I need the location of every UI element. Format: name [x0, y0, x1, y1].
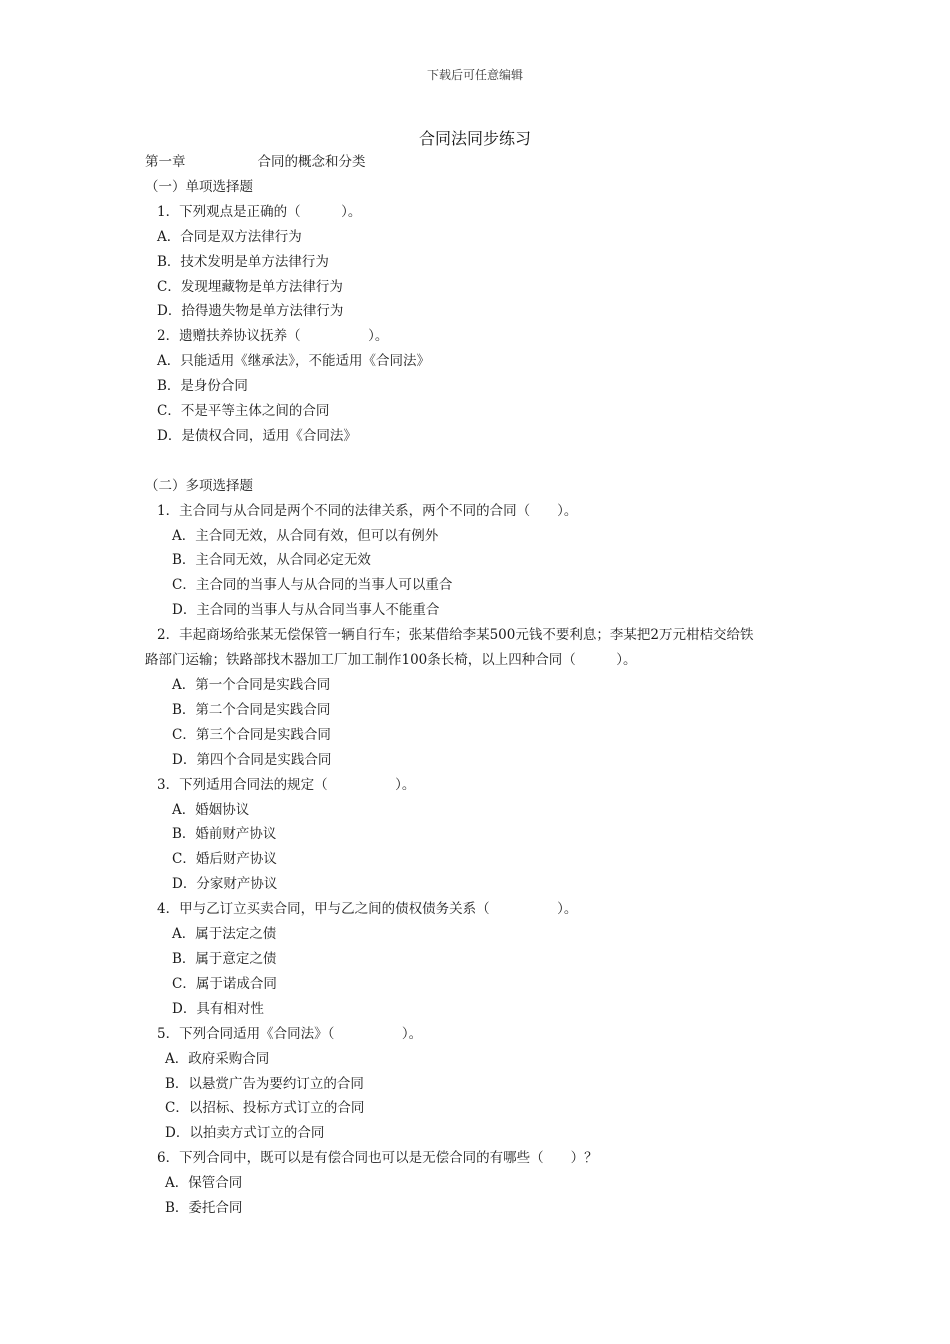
question-option: D．是债权合同，适用《合同法》	[157, 427, 357, 444]
question-option: D．具有相对性	[172, 1000, 264, 1017]
question-option: C．第三个合同是实践合同	[172, 726, 331, 743]
question-stem: 1．主合同与从合同是两个不同的法律关系，两个不同的合同（ ）。	[157, 502, 578, 519]
question-option: B．婚前财产协议	[172, 826, 277, 843]
document-body	[145, 150, 815, 1221]
question-stem: 2．遗赠扶养协议抚养（ ）。	[157, 328, 389, 345]
question-stem: 1．下列观点是正确的（ ）。	[157, 203, 362, 220]
question-option: D．主合同的当事人与从合同当事人不能重合	[172, 602, 440, 619]
question-option: D．分家财产协议	[172, 876, 278, 893]
question-option: C．主合同的当事人与从合同的当事人可以重合	[172, 577, 453, 594]
section-heading-single-choice: （一）单项选择题	[145, 178, 253, 195]
question-option: B．属于意定之债	[172, 950, 277, 967]
question-option: B．是身份合同	[157, 378, 248, 395]
question-option: C．不是平等主体之间的合同	[157, 403, 330, 420]
question-option: D．拾得遗失物是单方法律行为	[157, 303, 344, 320]
chapter-number: 第一章	[145, 154, 186, 170]
question-option: B．以悬赏广告为要约订立的合同	[165, 1075, 364, 1092]
question-option: D．第四个合同是实践合同	[172, 751, 332, 768]
question-option: A．主合同无效，从合同有效，但可以有例外	[172, 527, 439, 544]
question-stem: 5．下列合同适用《合同法》（ ）。	[157, 1025, 423, 1042]
question-stem: 2．丰起商场给张某无偿保管一辆自行车；张某借给李某500元钱不要利息；李某把2万元柑桔交给铁	[157, 627, 754, 644]
chapter-title: 合同的概念和分类	[257, 154, 366, 170]
question-option: C．属于诺成合同	[172, 975, 277, 992]
question-option: B．委托合同	[165, 1200, 243, 1217]
question-option: A．合同是双方法律行为	[157, 228, 302, 245]
document-title: 合同法同步练习	[418, 129, 531, 148]
question-option: D．以拍卖方式订立的合同	[165, 1125, 325, 1142]
question-option: C．发现埋藏物是单方法律行为	[157, 278, 343, 295]
spacer	[145, 449, 815, 474]
question-option: A．第一个合同是实践合同	[172, 677, 331, 694]
section-heading-multiple-choice: （二）多项选择题	[145, 477, 253, 494]
question-option: A．属于法定之债	[172, 926, 277, 943]
question-option: B．第二个合同是实践合同	[172, 701, 331, 718]
question-option: B．主合同无效，从合同必定无效	[172, 552, 371, 569]
question-stem: 6．下列合同中，既可以是有偿合同也可以是无偿合同的有哪些（ ）？	[157, 1150, 598, 1167]
header-note: 下载后可任意编辑	[426, 68, 523, 82]
question-option: B．技术发明是单方法律行为	[157, 253, 329, 270]
question-option: A．政府采购合同	[165, 1050, 270, 1067]
question-option: A．保管合同	[165, 1175, 243, 1192]
question-stem: 3．下列适用合同法的规定（ ）。	[157, 776, 416, 793]
chapter-heading	[145, 150, 815, 175]
question-option: A．只能适用《继承法》，不能适用《合同法》	[157, 353, 430, 370]
question-option: A．婚姻协议	[172, 801, 250, 818]
question-stem: 4．甲与乙订立买卖合同，甲与乙之间的债权债务关系（ ）。	[157, 901, 578, 918]
question-option: C．婚后财产协议	[172, 851, 277, 868]
question-option: C．以招标、投标方式订立的合同	[165, 1100, 365, 1117]
question-stem-continued: 路部门运输；铁路部找木器加工厂加工制作100条长椅，以上四种合同（ ）。	[145, 652, 637, 669]
